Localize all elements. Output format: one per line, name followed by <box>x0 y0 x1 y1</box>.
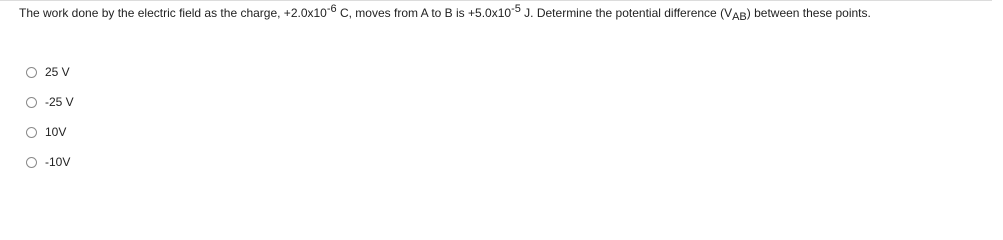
answer-option-3[interactable] <box>26 117 74 147</box>
answer-option-2[interactable] <box>26 87 74 117</box>
question-part-4: ) between these points. <box>746 6 871 20</box>
answer-option-1[interactable] <box>26 57 74 87</box>
potential-subscript: AB <box>732 11 747 23</box>
question-text <box>19 4 979 23</box>
question-part-2: C, moves from A to B is +5.0x10 <box>336 6 512 20</box>
answer-option-label: -25 V <box>45 95 74 109</box>
answer-options <box>26 57 74 177</box>
question-part-1: The work done by the electric field as the charge, +2.0x10 <box>19 6 327 20</box>
answer-option-label: 25 V <box>45 65 70 79</box>
answer-option-4[interactable] <box>26 147 74 177</box>
radio-button-icon[interactable] <box>26 67 37 78</box>
radio-button-icon[interactable] <box>26 97 37 108</box>
answer-option-label: -10V <box>45 155 71 169</box>
radio-button-icon[interactable] <box>26 157 37 168</box>
question-part-3: J. Determine the potential difference (V <box>520 6 733 20</box>
top-divider <box>0 0 992 1</box>
charge-exponent: -6 <box>326 3 337 15</box>
work-exponent: -5 <box>511 3 521 15</box>
radio-button-icon[interactable] <box>26 127 37 138</box>
answer-option-label: 10V <box>45 125 67 139</box>
